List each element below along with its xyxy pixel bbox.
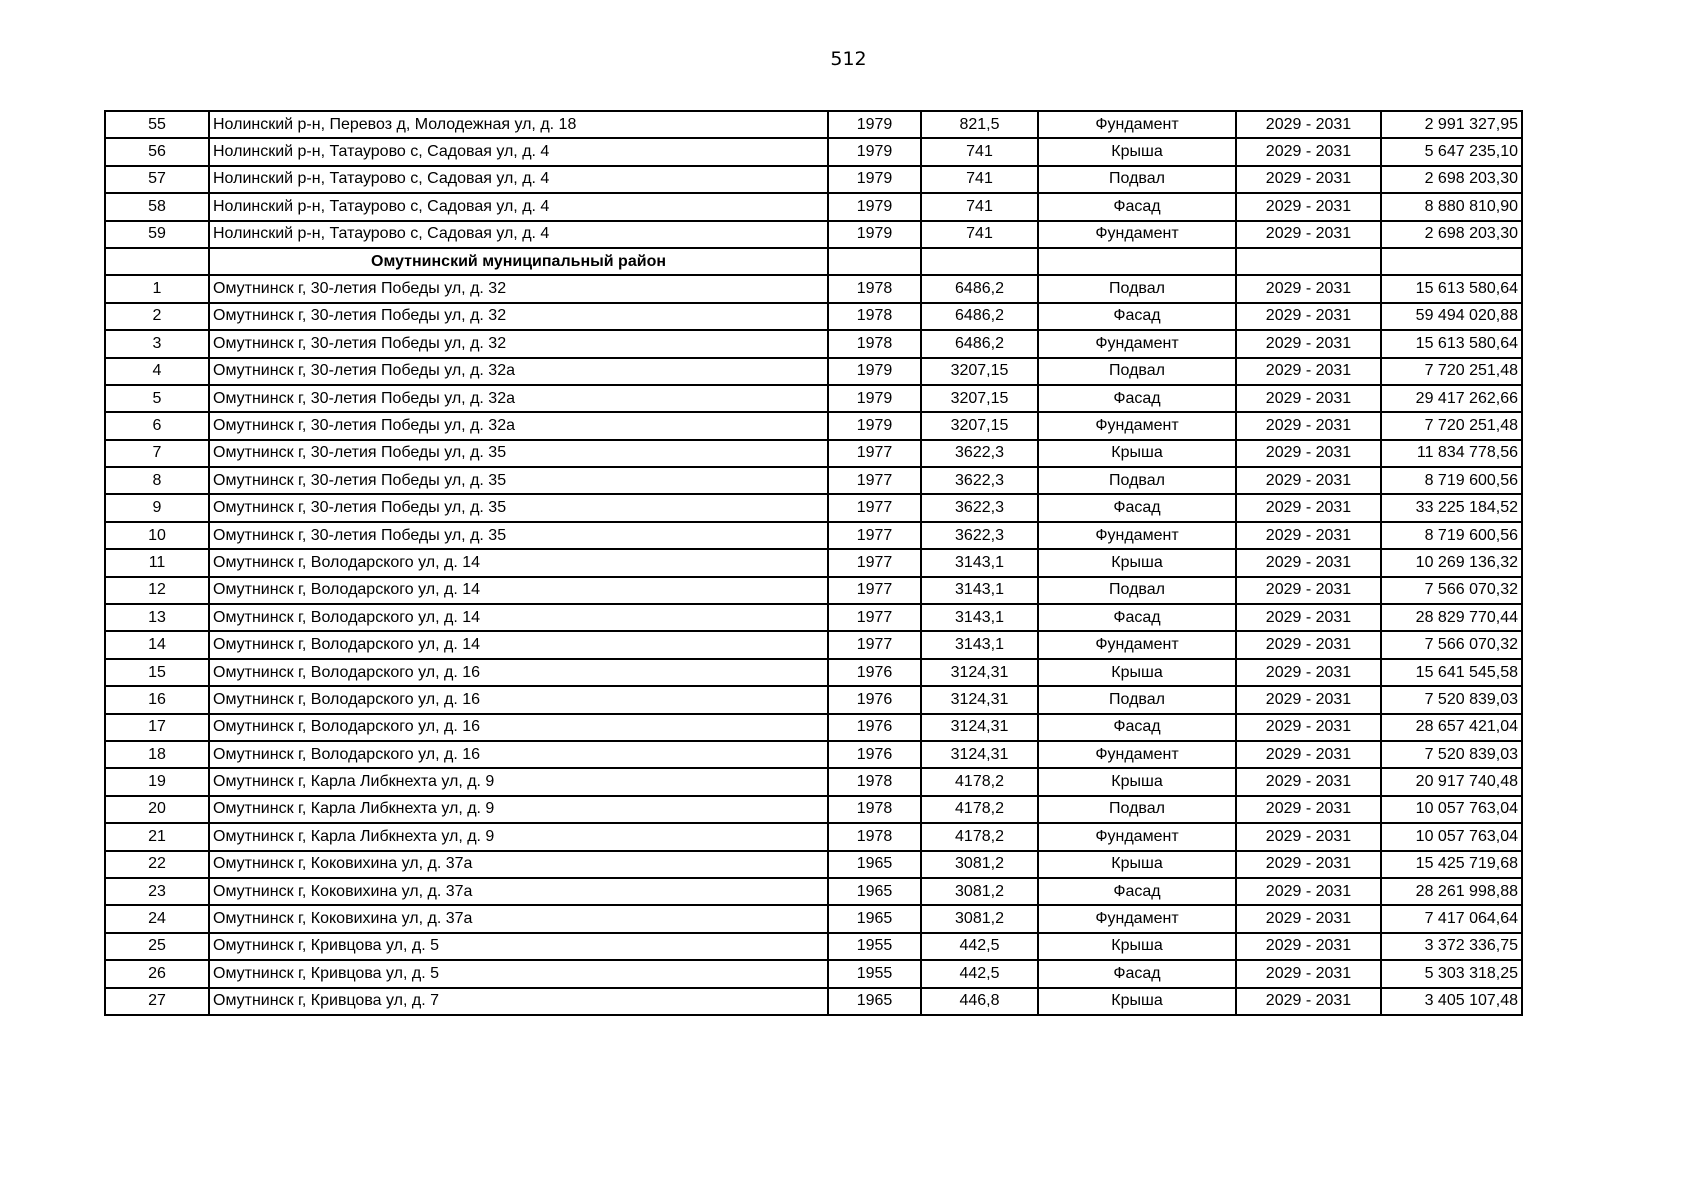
cost-cell: 7 520 839,03 (1381, 741, 1522, 768)
work-type-cell: Крыша (1038, 851, 1236, 878)
table-row (105, 988, 1522, 1015)
period-cell: 2029 - 2031 (1236, 275, 1381, 302)
table-row (105, 522, 1522, 549)
table-body (105, 111, 1522, 1015)
table-row (105, 960, 1522, 987)
year-built-cell: 1977 (828, 494, 921, 521)
table-row (105, 221, 1522, 248)
cost-cell: 28 261 998,88 (1381, 878, 1522, 905)
work-type-cell: Подвал (1038, 275, 1236, 302)
row-number-cell: 3 (105, 330, 209, 357)
cost-cell: 8 719 600,56 (1381, 467, 1522, 494)
period-cell: 2029 - 2031 (1236, 193, 1381, 220)
cost-cell: 29 417 262,66 (1381, 385, 1522, 412)
table-row (105, 166, 1522, 193)
address-cell: Омутнинск г, Кривцова ул, д. 7 (209, 988, 828, 1015)
cost-cell: 10 269 136,32 (1381, 549, 1522, 576)
address-cell: Омутнинск г, 30-летия Победы ул, д. 35 (209, 440, 828, 467)
table-row (105, 686, 1522, 713)
period-cell: 2029 - 2031 (1236, 741, 1381, 768)
address-cell: Омутнинск г, Володарского ул, д. 16 (209, 659, 828, 686)
year-built-cell: 1979 (828, 385, 921, 412)
row-number-cell: 4 (105, 358, 209, 385)
address-cell: Омутнинск г, Коковихина ул, д. 37а (209, 851, 828, 878)
row-number-cell: 57 (105, 166, 209, 193)
address-cell: Нолинский р-н, Татаурово с, Садовая ул, д. 4 (209, 193, 828, 220)
address-cell: Омутнинск г, 30-летия Победы ул, д. 35 (209, 494, 828, 521)
row-number-cell: 17 (105, 714, 209, 741)
table-row (105, 933, 1522, 960)
period-cell: 2029 - 2031 (1236, 905, 1381, 932)
row-number-cell: 21 (105, 823, 209, 850)
year-built-cell: 1977 (828, 604, 921, 631)
table-row (105, 878, 1522, 905)
cost-cell: 15 641 545,58 (1381, 659, 1522, 686)
work-type-cell (1038, 248, 1236, 275)
work-type-cell: Крыша (1038, 988, 1236, 1015)
address-cell: Нолинский р-н, Татаурово с, Садовая ул, д. 4 (209, 138, 828, 165)
period-cell: 2029 - 2031 (1236, 878, 1381, 905)
year-built-cell (828, 248, 921, 275)
address-cell: Омутнинск г, Кривцова ул, д. 5 (209, 933, 828, 960)
period-cell: 2029 - 2031 (1236, 960, 1381, 987)
year-built-cell: 1955 (828, 933, 921, 960)
address-cell: Омутнинск г, Володарского ул, д. 16 (209, 686, 828, 713)
period-cell: 2029 - 2031 (1236, 549, 1381, 576)
cost-cell: 7 720 251,48 (1381, 412, 1522, 439)
work-type-cell: Фасад (1038, 714, 1236, 741)
address-cell: Омутнинск г, Володарского ул, д. 16 (209, 714, 828, 741)
period-cell: 2029 - 2031 (1236, 631, 1381, 658)
year-built-cell: 1977 (828, 549, 921, 576)
area-cell: 6486,2 (921, 303, 1038, 330)
period-cell: 2029 - 2031 (1236, 851, 1381, 878)
period-cell: 2029 - 2031 (1236, 111, 1381, 138)
address-cell: Нолинский р-н, Татаурово с, Садовая ул, д. 4 (209, 221, 828, 248)
year-built-cell: 1965 (828, 905, 921, 932)
period-cell: 2029 - 2031 (1236, 988, 1381, 1015)
year-built-cell: 1976 (828, 659, 921, 686)
row-number-cell: 1 (105, 275, 209, 302)
area-cell: 3124,31 (921, 659, 1038, 686)
period-cell (1236, 248, 1381, 275)
table-row (105, 467, 1522, 494)
row-number-cell: 24 (105, 905, 209, 932)
row-number-cell: 22 (105, 851, 209, 878)
cost-cell: 10 057 763,04 (1381, 823, 1522, 850)
row-number-cell: 23 (105, 878, 209, 905)
area-cell: 3081,2 (921, 905, 1038, 932)
row-number-cell: 2 (105, 303, 209, 330)
cost-cell: 7 417 064,64 (1381, 905, 1522, 932)
area-cell: 3124,31 (921, 686, 1038, 713)
row-number-cell: 11 (105, 549, 209, 576)
year-built-cell: 1976 (828, 686, 921, 713)
period-cell: 2029 - 2031 (1236, 385, 1381, 412)
work-type-cell: Фасад (1038, 193, 1236, 220)
work-type-cell: Крыша (1038, 440, 1236, 467)
cost-cell: 5 647 235,10 (1381, 138, 1522, 165)
area-cell: 3207,15 (921, 358, 1038, 385)
table-row (105, 193, 1522, 220)
page-number: 512 (830, 48, 867, 70)
year-built-cell: 1978 (828, 275, 921, 302)
address-cell: Омутнинск г, Карла Либкнехта ул, д. 9 (209, 823, 828, 850)
row-number-cell: 16 (105, 686, 209, 713)
year-built-cell: 1979 (828, 358, 921, 385)
area-cell: 6486,2 (921, 330, 1038, 357)
period-cell: 2029 - 2031 (1236, 494, 1381, 521)
row-number-cell: 7 (105, 440, 209, 467)
table-row (105, 741, 1522, 768)
address-cell: Омутнинск г, Коковихина ул, д. 37а (209, 905, 828, 932)
year-built-cell: 1977 (828, 577, 921, 604)
row-number-cell: 58 (105, 193, 209, 220)
year-built-cell: 1978 (828, 768, 921, 795)
address-cell: Нолинский р-н, Перевоз д, Молодежная ул, д. 18 (209, 111, 828, 138)
table-row (105, 303, 1522, 330)
address-cell: Омутнинск г, Кривцова ул, д. 5 (209, 960, 828, 987)
address-cell: Омутнинск г, Володарского ул, д. 14 (209, 604, 828, 631)
address-cell: Омутнинск г, Коковихина ул, д. 37а (209, 878, 828, 905)
period-cell: 2029 - 2031 (1236, 166, 1381, 193)
work-type-cell: Фундамент (1038, 111, 1236, 138)
area-cell: 3207,15 (921, 412, 1038, 439)
year-built-cell: 1965 (828, 988, 921, 1015)
work-type-cell: Фасад (1038, 960, 1236, 987)
year-built-cell: 1977 (828, 440, 921, 467)
period-cell: 2029 - 2031 (1236, 221, 1381, 248)
cost-cell: 7 520 839,03 (1381, 686, 1522, 713)
area-cell: 6486,2 (921, 275, 1038, 302)
address-cell: Омутнинск г, 30-летия Победы ул, д. 32 (209, 330, 828, 357)
work-type-cell: Подвал (1038, 358, 1236, 385)
work-type-cell: Крыша (1038, 138, 1236, 165)
work-type-cell: Фасад (1038, 385, 1236, 412)
year-built-cell: 1976 (828, 741, 921, 768)
year-built-cell: 1978 (828, 796, 921, 823)
address-cell: Омутнинск г, 30-летия Победы ул, д. 32 (209, 303, 828, 330)
table-row (105, 330, 1522, 357)
cost-cell: 28 829 770,44 (1381, 604, 1522, 631)
table-row (105, 138, 1522, 165)
address-cell: Нолинский р-н, Татаурово с, Садовая ул, д. 4 (209, 166, 828, 193)
cost-cell: 7 720 251,48 (1381, 358, 1522, 385)
section-title: Омутнинский муниципальный район (209, 248, 828, 275)
cost-cell: 33 225 184,52 (1381, 494, 1522, 521)
table-row (105, 823, 1522, 850)
table-row (105, 494, 1522, 521)
period-cell: 2029 - 2031 (1236, 714, 1381, 741)
period-cell: 2029 - 2031 (1236, 138, 1381, 165)
area-cell: 3124,31 (921, 741, 1038, 768)
row-number-cell: 13 (105, 604, 209, 631)
row-number-cell: 15 (105, 659, 209, 686)
area-cell: 3207,15 (921, 385, 1038, 412)
work-type-cell: Крыша (1038, 549, 1236, 576)
cost-cell: 15 613 580,64 (1381, 275, 1522, 302)
cost-cell: 5 303 318,25 (1381, 960, 1522, 987)
work-type-cell: Подвал (1038, 577, 1236, 604)
work-type-cell: Фундамент (1038, 412, 1236, 439)
year-built-cell: 1978 (828, 330, 921, 357)
address-cell: Омутнинск г, Володарского ул, д. 14 (209, 577, 828, 604)
year-built-cell: 1965 (828, 851, 921, 878)
area-cell: 3622,3 (921, 522, 1038, 549)
work-type-cell: Фасад (1038, 494, 1236, 521)
table-row (105, 275, 1522, 302)
cost-cell: 7 566 070,32 (1381, 631, 1522, 658)
table-row (105, 549, 1522, 576)
area-cell: 4178,2 (921, 796, 1038, 823)
cost-cell: 2 698 203,30 (1381, 221, 1522, 248)
row-number-cell (105, 248, 209, 275)
area-cell: 3143,1 (921, 604, 1038, 631)
row-number-cell: 19 (105, 768, 209, 795)
work-type-cell: Подвал (1038, 166, 1236, 193)
row-number-cell: 25 (105, 933, 209, 960)
work-type-cell: Фундамент (1038, 741, 1236, 768)
cost-cell: 15 425 719,68 (1381, 851, 1522, 878)
work-type-cell: Фундамент (1038, 905, 1236, 932)
row-number-cell: 6 (105, 412, 209, 439)
cost-cell: 2 698 203,30 (1381, 166, 1522, 193)
row-number-cell: 5 (105, 385, 209, 412)
row-number-cell: 27 (105, 988, 209, 1015)
year-built-cell: 1979 (828, 412, 921, 439)
row-number-cell: 56 (105, 138, 209, 165)
address-cell: Омутнинск г, 30-летия Победы ул, д. 32 (209, 275, 828, 302)
area-cell: 3622,3 (921, 494, 1038, 521)
table-row (105, 768, 1522, 795)
table-row (105, 905, 1522, 932)
section-header-row (105, 248, 1522, 275)
cost-cell: 2 991 327,95 (1381, 111, 1522, 138)
table-row (105, 604, 1522, 631)
cost-cell: 3 372 336,75 (1381, 933, 1522, 960)
year-built-cell: 1979 (828, 221, 921, 248)
row-number-cell: 20 (105, 796, 209, 823)
address-cell: Омутнинск г, 30-летия Победы ул, д. 35 (209, 467, 828, 494)
period-cell: 2029 - 2031 (1236, 467, 1381, 494)
work-type-cell: Фундамент (1038, 522, 1236, 549)
year-built-cell: 1977 (828, 522, 921, 549)
year-built-cell: 1977 (828, 631, 921, 658)
work-type-cell: Фасад (1038, 604, 1236, 631)
area-cell: 442,5 (921, 933, 1038, 960)
work-type-cell: Фасад (1038, 878, 1236, 905)
row-number-cell: 8 (105, 467, 209, 494)
cost-cell: 8 880 810,90 (1381, 193, 1522, 220)
cost-cell: 28 657 421,04 (1381, 714, 1522, 741)
address-cell: Омутнинск г, Володарского ул, д. 16 (209, 741, 828, 768)
address-cell: Омутнинск г, 30-летия Победы ул, д. 35 (209, 522, 828, 549)
area-cell: 3622,3 (921, 440, 1038, 467)
address-cell: Омутнинск г, Карла Либкнехта ул, д. 9 (209, 768, 828, 795)
row-number-cell: 10 (105, 522, 209, 549)
cost-cell: 15 613 580,64 (1381, 330, 1522, 357)
cost-cell: 11 834 778,56 (1381, 440, 1522, 467)
area-cell: 3143,1 (921, 631, 1038, 658)
row-number-cell: 55 (105, 111, 209, 138)
period-cell: 2029 - 2031 (1236, 358, 1381, 385)
table-row (105, 714, 1522, 741)
work-type-cell: Крыша (1038, 933, 1236, 960)
work-type-cell: Фасад (1038, 303, 1236, 330)
address-cell: Омутнинск г, 30-летия Победы ул, д. 32а (209, 412, 828, 439)
year-built-cell: 1955 (828, 960, 921, 987)
period-cell: 2029 - 2031 (1236, 823, 1381, 850)
period-cell: 2029 - 2031 (1236, 768, 1381, 795)
work-type-cell: Подвал (1038, 467, 1236, 494)
area-cell (921, 248, 1038, 275)
period-cell: 2029 - 2031 (1236, 330, 1381, 357)
table-row (105, 385, 1522, 412)
work-type-cell: Подвал (1038, 796, 1236, 823)
work-type-cell: Фундамент (1038, 823, 1236, 850)
table-row (105, 631, 1522, 658)
address-cell: Омутнинск г, 30-летия Победы ул, д. 32а (209, 385, 828, 412)
period-cell: 2029 - 2031 (1236, 577, 1381, 604)
period-cell: 2029 - 2031 (1236, 659, 1381, 686)
period-cell: 2029 - 2031 (1236, 303, 1381, 330)
area-cell: 3143,1 (921, 577, 1038, 604)
area-cell: 3143,1 (921, 549, 1038, 576)
table-row (105, 659, 1522, 686)
row-number-cell: 18 (105, 741, 209, 768)
year-built-cell: 1979 (828, 111, 921, 138)
area-cell: 4178,2 (921, 823, 1038, 850)
area-cell: 3081,2 (921, 878, 1038, 905)
cost-cell (1381, 248, 1522, 275)
row-number-cell: 14 (105, 631, 209, 658)
period-cell: 2029 - 2031 (1236, 933, 1381, 960)
address-cell: Омутнинск г, Володарского ул, д. 14 (209, 631, 828, 658)
cost-cell: 10 057 763,04 (1381, 796, 1522, 823)
area-cell: 741 (921, 221, 1038, 248)
year-built-cell: 1977 (828, 467, 921, 494)
period-cell: 2029 - 2031 (1236, 440, 1381, 467)
repair-schedule-table (104, 110, 1523, 1016)
year-built-cell: 1978 (828, 823, 921, 850)
area-cell: 4178,2 (921, 768, 1038, 795)
table-row (105, 577, 1522, 604)
area-cell: 741 (921, 138, 1038, 165)
year-built-cell: 1976 (828, 714, 921, 741)
address-cell: Омутнинск г, Карла Либкнехта ул, д. 9 (209, 796, 828, 823)
row-number-cell: 9 (105, 494, 209, 521)
cost-cell: 7 566 070,32 (1381, 577, 1522, 604)
table-row (105, 796, 1522, 823)
year-built-cell: 1965 (828, 878, 921, 905)
address-cell: Омутнинск г, Володарского ул, д. 14 (209, 549, 828, 576)
row-number-cell: 26 (105, 960, 209, 987)
cost-cell: 3 405 107,48 (1381, 988, 1522, 1015)
area-cell: 446,8 (921, 988, 1038, 1015)
work-type-cell: Крыша (1038, 768, 1236, 795)
work-type-cell: Фундамент (1038, 221, 1236, 248)
row-number-cell: 59 (105, 221, 209, 248)
cost-cell: 20 917 740,48 (1381, 768, 1522, 795)
year-built-cell: 1979 (828, 166, 921, 193)
year-built-cell: 1978 (828, 303, 921, 330)
period-cell: 2029 - 2031 (1236, 686, 1381, 713)
year-built-cell: 1979 (828, 193, 921, 220)
area-cell: 442,5 (921, 960, 1038, 987)
cost-cell: 8 719 600,56 (1381, 522, 1522, 549)
address-cell: Омутнинск г, 30-летия Победы ул, д. 32а (209, 358, 828, 385)
period-cell: 2029 - 2031 (1236, 796, 1381, 823)
area-cell: 3081,2 (921, 851, 1038, 878)
year-built-cell: 1979 (828, 138, 921, 165)
area-cell: 821,5 (921, 111, 1038, 138)
table-row (105, 111, 1522, 138)
area-cell: 741 (921, 193, 1038, 220)
period-cell: 2029 - 2031 (1236, 412, 1381, 439)
table-row (105, 358, 1522, 385)
area-cell: 3622,3 (921, 467, 1038, 494)
work-type-cell: Фундамент (1038, 631, 1236, 658)
table-row (105, 440, 1522, 467)
area-cell: 3124,31 (921, 714, 1038, 741)
period-cell: 2029 - 2031 (1236, 604, 1381, 631)
period-cell: 2029 - 2031 (1236, 522, 1381, 549)
work-type-cell: Подвал (1038, 686, 1236, 713)
row-number-cell: 12 (105, 577, 209, 604)
work-type-cell: Крыша (1038, 659, 1236, 686)
work-type-cell: Фундамент (1038, 330, 1236, 357)
table-row (105, 851, 1522, 878)
table-row (105, 412, 1522, 439)
cost-cell: 59 494 020,88 (1381, 303, 1522, 330)
area-cell: 741 (921, 166, 1038, 193)
